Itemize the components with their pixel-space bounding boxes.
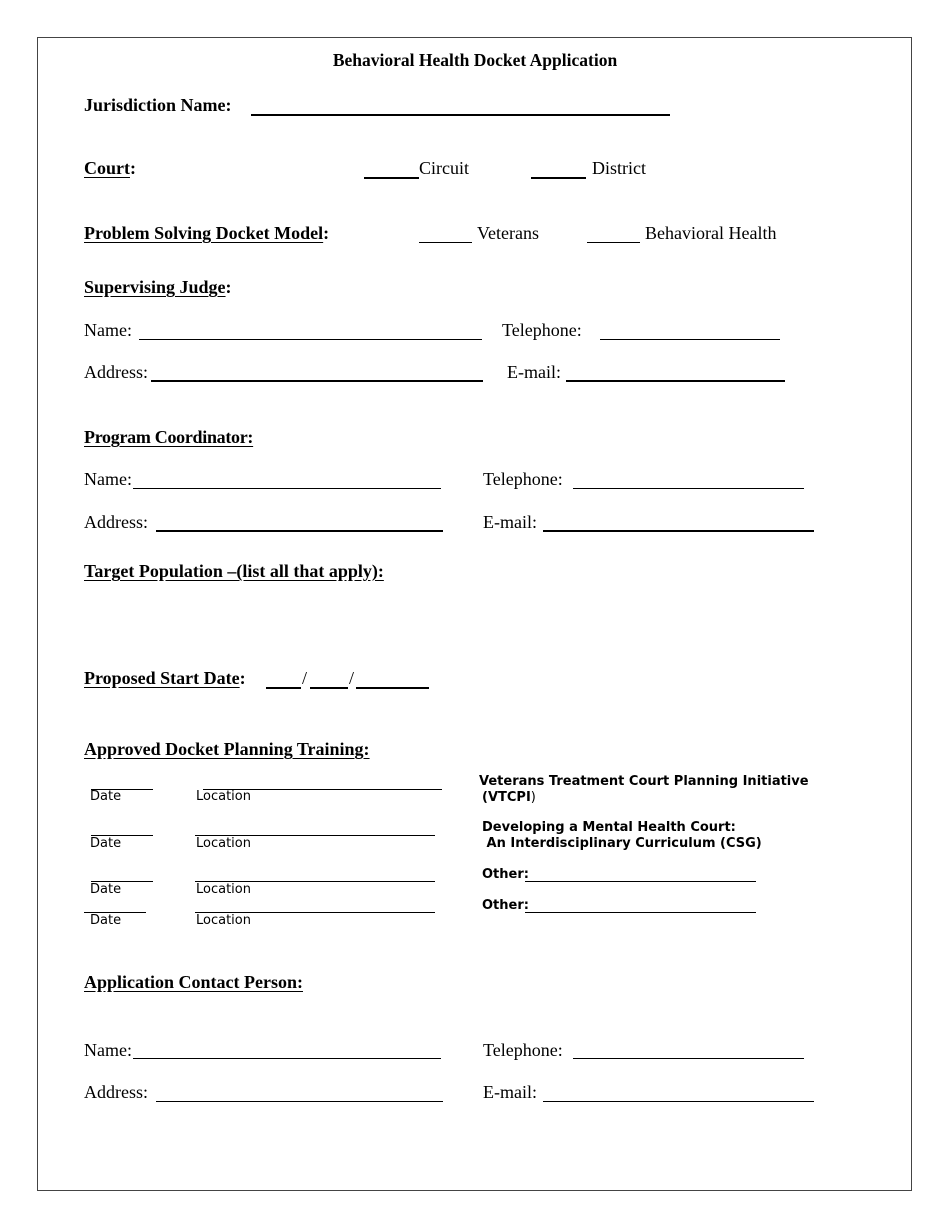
court-circuit-blank[interactable]	[364, 177, 419, 179]
training-option-vtcpi-abbr: (VTCPI)	[482, 790, 536, 805]
start-date-year-field[interactable]	[356, 687, 429, 689]
judge-telephone-field[interactable]	[600, 339, 780, 340]
docket-model-heading: Problem Solving Docket Model:	[84, 223, 330, 243]
jurisdiction-label: Jurisdiction Name:	[84, 95, 232, 115]
training-option-other-label: Other:	[482, 898, 529, 913]
training-date-label: Date	[90, 913, 122, 928]
contact-name-label: Name:	[84, 1040, 132, 1060]
contact-name-field[interactable]	[133, 1058, 441, 1059]
judge-address-field[interactable]	[151, 380, 483, 382]
start-date-month-field[interactable]	[266, 687, 301, 689]
coordinator-telephone-field[interactable]	[573, 488, 804, 489]
coordinator-email-label: E-mail:	[483, 512, 537, 532]
model-option-behavioral-health: Behavioral Health	[645, 223, 777, 243]
coordinator-address-label: Address:	[84, 512, 148, 532]
target-population-heading: Target Population –(list all that apply):	[84, 561, 384, 581]
training-other-field[interactable]	[525, 912, 756, 913]
proposed-start-date-heading: Proposed Start Date:	[84, 668, 246, 688]
judge-email-field[interactable]	[566, 380, 785, 382]
training-date-label: Date	[90, 836, 122, 851]
page-title: Behavioral Health Docket Application	[332, 50, 618, 70]
coordinator-email-field[interactable]	[543, 530, 814, 532]
model-veterans-blank[interactable]	[419, 242, 472, 243]
model-behavioral-health-blank[interactable]	[587, 242, 640, 243]
training-option-other-label: Other:	[482, 867, 529, 882]
program-coordinator-heading: Program Coordinator:	[84, 427, 254, 447]
contact-email-label: E-mail:	[483, 1082, 537, 1102]
judge-address-label: Address:	[84, 362, 148, 382]
training-location-label: Location	[196, 882, 251, 897]
contact-email-field[interactable]	[543, 1101, 814, 1102]
training-option-vtcpi-title: Veterans Treatment Court Planning Initiative	[479, 774, 809, 789]
contact-telephone-label: Telephone:	[483, 1040, 563, 1060]
judge-name-label: Name:	[84, 320, 132, 340]
coordinator-telephone-label: Telephone:	[483, 469, 563, 489]
training-other-field[interactable]	[525, 881, 756, 882]
jurisdiction-name-field[interactable]	[251, 114, 670, 116]
judge-email-label: E-mail:	[507, 362, 561, 382]
model-option-veterans: Veterans	[477, 223, 539, 243]
training-option-csg-title: Developing a Mental Health Court:	[482, 820, 736, 835]
approved-training-heading: Approved Docket Planning Training:	[84, 739, 370, 759]
coordinator-name-label: Name:	[84, 469, 132, 489]
training-option-csg-subtitle: An Interdisciplinary Curriculum (CSG)	[482, 836, 762, 851]
court-option-circuit: Circuit	[419, 158, 469, 178]
judge-telephone-label: Telephone:	[502, 320, 582, 340]
training-date-label: Date	[90, 789, 122, 804]
start-date-separator: /	[349, 668, 355, 688]
court-heading: Court:	[84, 158, 136, 178]
court-district-blank[interactable]	[531, 177, 586, 179]
training-date-label: Date	[90, 882, 122, 897]
judge-name-field[interactable]	[139, 339, 482, 340]
contact-address-field[interactable]	[156, 1101, 443, 1102]
contact-address-label: Address:	[84, 1082, 148, 1102]
start-date-separator: /	[302, 668, 308, 688]
coordinator-address-field[interactable]	[156, 530, 443, 532]
start-date-day-field[interactable]	[310, 687, 348, 689]
application-contact-heading: Application Contact Person:	[84, 972, 303, 992]
court-option-district: District	[592, 158, 646, 178]
training-location-label: Location	[196, 836, 251, 851]
training-location-label: Location	[196, 789, 251, 804]
contact-telephone-field[interactable]	[573, 1058, 804, 1059]
supervising-judge-heading: Supervising Judge:	[84, 277, 232, 297]
training-location-label: Location	[196, 913, 251, 928]
coordinator-name-field[interactable]	[133, 488, 441, 489]
target-population-entry-area[interactable]	[84, 592, 864, 644]
